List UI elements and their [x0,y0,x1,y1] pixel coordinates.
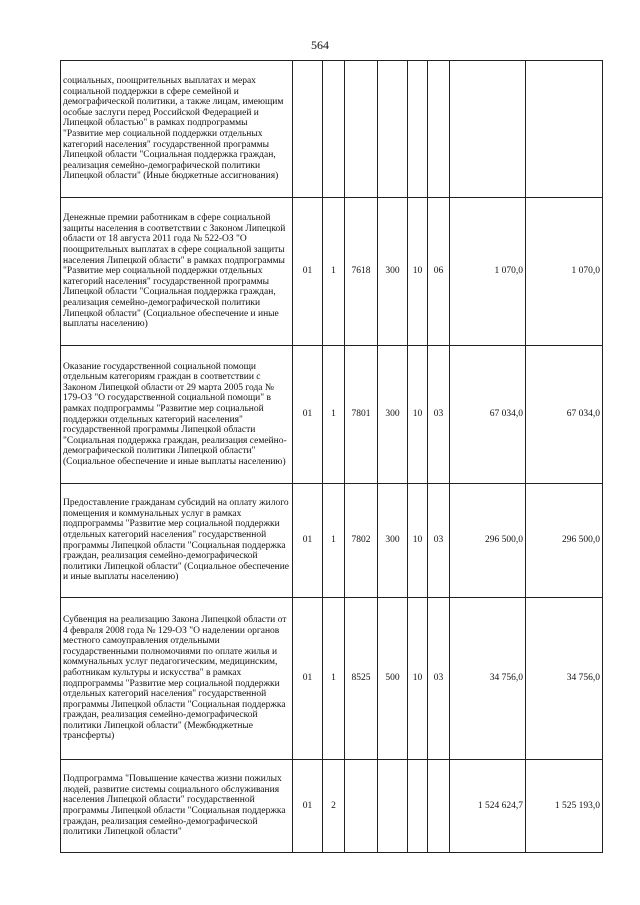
amount-first-year: 1 524 624,7 [450,760,526,853]
amount-second-year: 67 034,0 [526,346,603,484]
subsection-code: 03 [428,484,450,598]
subprogram-code: 1 [323,346,345,484]
expense-type-code: 300 [378,484,408,598]
section-code: 10 [408,198,428,346]
section-code [408,61,428,198]
amount-first-year: 1 070,0 [450,198,526,346]
page-number: 564 [311,38,329,52]
subprogram-code: 1 [323,484,345,598]
row-description: социальных, поощрительных выплатах и мерах социальной поддержки в сфере семейной и демографической политики, а также лицам, имеющим особые заслуги перед Российской Федерацией и Липецкой областью" в рамках подпрограммы "Развитие мер социальной поддержки отдельных категорий населения" государственной программы Липецкой области "Социальная поддержка граждан, реализация семейно-демографической политики Липецкой области" (Иные бюджетные ассигнования) [61,61,293,198]
direction-code: 7802 [345,484,378,598]
direction-code: 7801 [345,346,378,484]
expense-type-code: 500 [378,598,408,760]
table-row [61,346,603,484]
subprogram-code: 1 [323,198,345,346]
amount-second-year [526,61,603,198]
expense-type-code [378,760,408,853]
amount-first-year: 296 500,0 [450,484,526,598]
section-code: 10 [408,484,428,598]
subsection-code [428,760,450,853]
subsection-code: 06 [428,198,450,346]
table-row [61,61,603,198]
program-code: 01 [293,198,323,346]
amount-first-year [450,61,526,198]
section-code: 10 [408,598,428,760]
subsection-code: 03 [428,598,450,760]
section-code: 10 [408,346,428,484]
amount-first-year: 67 034,0 [450,346,526,484]
subprogram-code: 1 [323,598,345,760]
table-row [61,484,603,598]
direction-code [345,760,378,853]
amount-second-year: 1 070,0 [526,198,603,346]
budget-table [60,60,603,853]
amount-first-year: 34 756,0 [450,598,526,760]
expense-type-code [378,61,408,198]
program-code: 01 [293,598,323,760]
subsection-code [428,61,450,198]
direction-code: 7618 [345,198,378,346]
subsection-code: 03 [428,346,450,484]
row-description: Подпрограмма "Повышение качества жизни пожилых людей, развитие системы социального обслуживания населения Липецкой области" государственной программы Липецкой области "Социальная поддержка граждан, реализация семейно-демографической политики Липецкой области" [61,760,293,853]
direction-code [345,61,378,198]
section-code [408,760,428,853]
program-code: 01 [293,346,323,484]
row-description: Предоставление гражданам субсидий на оплату жилого помещения и коммунальных услуг в рамках подпрограммы "Развитие мер социальной поддержки отдельных категорий населения" государственной программы Липецкой области "Социальная поддержка граждан, реализация семейно-демографической политики Липецкой области" (Социальное обеспечение и иные выплаты населению) [61,484,293,598]
amount-second-year: 1 525 193,0 [526,760,603,853]
table-row [61,760,603,853]
row-description: Оказание государственной социальной помощи отдельным категориям граждан в соответствии с Законом Липецкой области от 29 марта 2005 года № 179-ОЗ "О государственной социальной помощи" в рамках подпрограммы "Развитие мер социальной поддержки отдельных категорий населения" государственной программы Липецкой области "Социальная поддержка граждан, реализация семейно-демографической политики Липецкой области" (Социальное обеспечение и иные выплаты населению) [61,346,293,484]
amount-second-year: 296 500,0 [526,484,603,598]
subprogram-code [323,61,345,198]
expense-type-code: 300 [378,198,408,346]
table-row [61,198,603,346]
program-code: 01 [293,760,323,853]
amount-second-year: 34 756,0 [526,598,603,760]
row-description: Денежные премии работникам в сфере социальной защиты населения в соответствии с Законом Липецкой области от 18 августа 2011 года № 522-ОЗ "О поощрительных выплатах в сфере социальной защиты населения Липецкой области" в рамках подпрограммы "Развитие мер социальной поддержки отдельных категорий населения" государственной программы Липецкой области "Социальная поддержка граждан, реализация семейно-демографической политики Липецкой области" (Социальное обеспечение и иные выплаты населению) [61,198,293,346]
expense-type-code: 300 [378,346,408,484]
direction-code: 8525 [345,598,378,760]
table-row [61,598,603,760]
subprogram-code: 2 [323,760,345,853]
program-code [293,61,323,198]
row-description: Субвенция на реализацию Закона Липецкой области от 4 февраля 2008 года № 129-ОЗ "О наделении органов местного самоуправления отдельными государственными полномочиями по оплате жилья и коммунальных услуг педагогическим, медицинским, работникам культуры и искусства" в рамках подпрограммы "Развитие мер социальной поддержки отдельных категорий населения" государственной программы Липецкой области "Социальная поддержка граждан, реализация семейно-демографической политики Липецкой области" (Межбюджетные трансферты) [61,598,293,760]
program-code: 01 [293,484,323,598]
